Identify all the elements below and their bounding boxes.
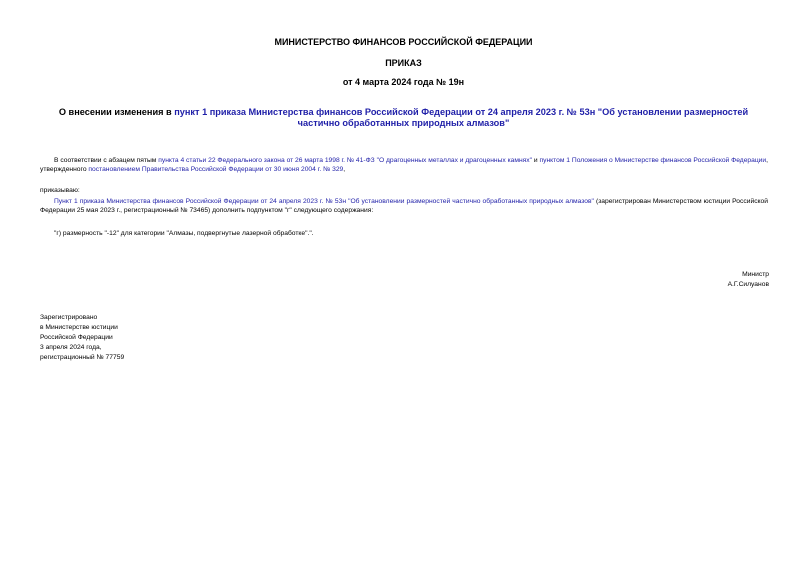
signature-position: Министр	[742, 271, 769, 278]
ministry-regulation-link[interactable]: пунктом 1 Положения о Министерстве финансов Российской Федерации	[539, 157, 767, 164]
registration-block	[40, 313, 124, 363]
signature-name: А.Г.Силуанов	[727, 281, 769, 288]
signature-block	[728, 270, 769, 290]
basis-text-1: В соответствии с абзацем пятым	[54, 157, 159, 164]
decree-paragraph: приказываю:	[40, 187, 80, 194]
order-date-heading: от 4 марта 2024 года № 19н	[342, 77, 465, 87]
subject-link[interactable]: пункт 1 приказа Министерства финансов Российской Федерации от 24 апреля 2023 г. № 53н "Об установлении размерностей частично обработанных природных алмазов"	[174, 107, 749, 128]
order-subject-heading	[40, 107, 767, 129]
addition-paragraph: "г) размерность "-12" для категории "Алмазы, подвергнутые лазерной обработке".".	[54, 230, 314, 237]
basis-text-3: , утвержденного	[40, 157, 769, 173]
order-type-heading: ПРИКАЗ	[385, 58, 422, 68]
registration-line: Российской Федерации	[40, 334, 113, 341]
federal-law-link[interactable]: пункта 4 статьи 22 Федерального закона от 26 марта 1998 г. № 41-ФЗ "О драгоценных металлах и драгоценных камнях"	[158, 157, 533, 164]
amended-order-link[interactable]: Пункт 1 приказа Министерства финансов Российской Федерации от 24 апреля 2023 г. № 53н "Об установлении размерностей частично обработанных природных алмазов"	[54, 198, 594, 205]
basis-paragraph	[40, 156, 768, 174]
subject-prefix: О внесении изменения в	[58, 107, 175, 117]
registration-line: 3 апреля 2024 года,	[40, 344, 102, 351]
registration-line: в Министерстве юстиции	[40, 324, 118, 331]
basis-text-2: и	[532, 157, 540, 164]
item-text: (зарегистрирован Министерством юстиции Российской Федерации 25 мая 2023 г., регистрационный № 73465) дополнить подпунктом "г" следующего содержания:	[40, 198, 768, 214]
ministry-heading: МИНИСТЕРСТВО ФИНАНСОВ РОССИЙСКОЙ ФЕДЕРАЦИИ	[274, 37, 533, 47]
registration-line: регистрационный № 77759	[40, 354, 125, 361]
government-decree-link[interactable]: постановлением Правительства Российской Федерации от 30 июня 2004 г. № 329	[88, 166, 344, 173]
basis-text-4: ,	[343, 166, 346, 173]
registration-line: Зарегистрировано	[40, 314, 98, 321]
item-paragraph	[40, 197, 768, 215]
